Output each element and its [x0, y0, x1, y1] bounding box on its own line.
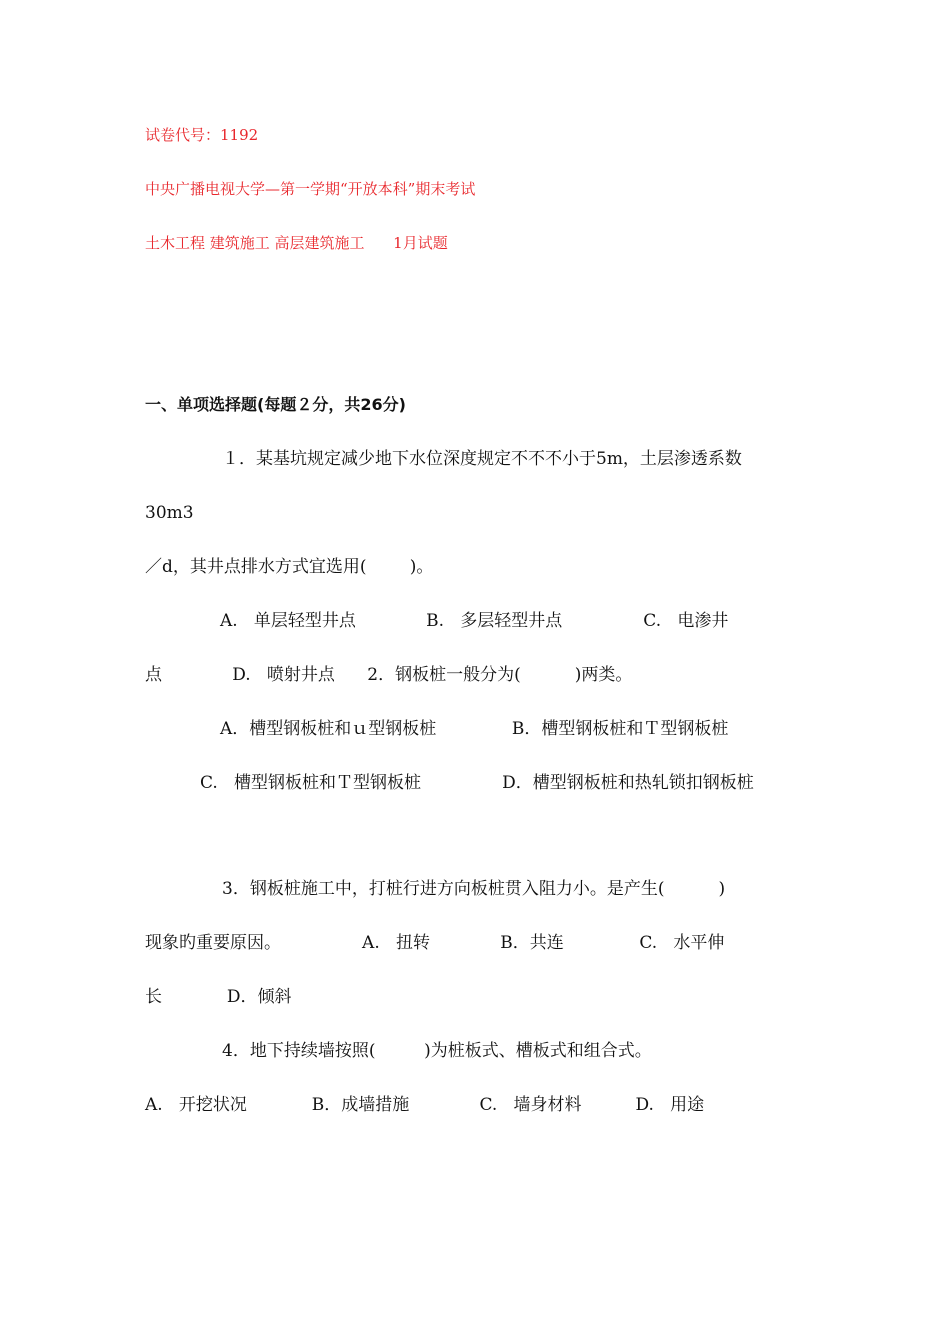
question-1-line-2: 30m3 — [145, 503, 194, 523]
question-2-options-ab: A．槽型钢板桩和ｕ型钢板桩 B．槽型钢板桩和Ｔ型钢板桩 — [220, 719, 729, 739]
question-4-options: A. 开挖状况 B．成墙措施 C. 墙身材料 D. 用途 — [145, 1095, 705, 1115]
question-4-line-1: 4．地下持续墙按照( )为桩板式、槽板式和组合式。 — [222, 1041, 652, 1061]
question-3-line-1: 3．钢板桩施工中，打桩行进方向板桩贯入阻力小。是产生( ) — [222, 879, 726, 899]
question-3-line-2: 现象旳重要原因。 A. 扭转 B．共连 C. 水平伸 — [145, 933, 725, 953]
paper-code: 试卷代号：1192 — [145, 126, 259, 144]
question-1-line-3: ／d，其井点排水方式宜选用( )。 — [145, 557, 434, 577]
exam-subject: 土木工程 建筑施工 高层建筑施工 1月试题 — [145, 234, 448, 252]
exam-title: 中央广播电视大学—第一学期“开放本科”期末考试 — [145, 180, 476, 198]
question-2-options-cd: C. 槽型钢板桩和Ｔ型钢板桩 D．槽型钢板桩和热轧锁扣钢板桩 — [200, 773, 754, 793]
question-3-line-3: 长 D．倾斜 — [145, 987, 292, 1007]
question-1-2-line: 点 D. 喷射井点 2．钢板桩一般分为( )两类。 — [145, 665, 633, 685]
question-1-options: A. 单层轻型井点 B. 多层轻型井点 C. 电渗井 — [220, 611, 729, 631]
question-1-line-1: １．某基坑规定减少地下水位深度规定不不不小于5m，土层渗透系数 — [222, 449, 742, 469]
section-heading: 一、单项选择题(每题２分，共26分) — [145, 395, 406, 414]
